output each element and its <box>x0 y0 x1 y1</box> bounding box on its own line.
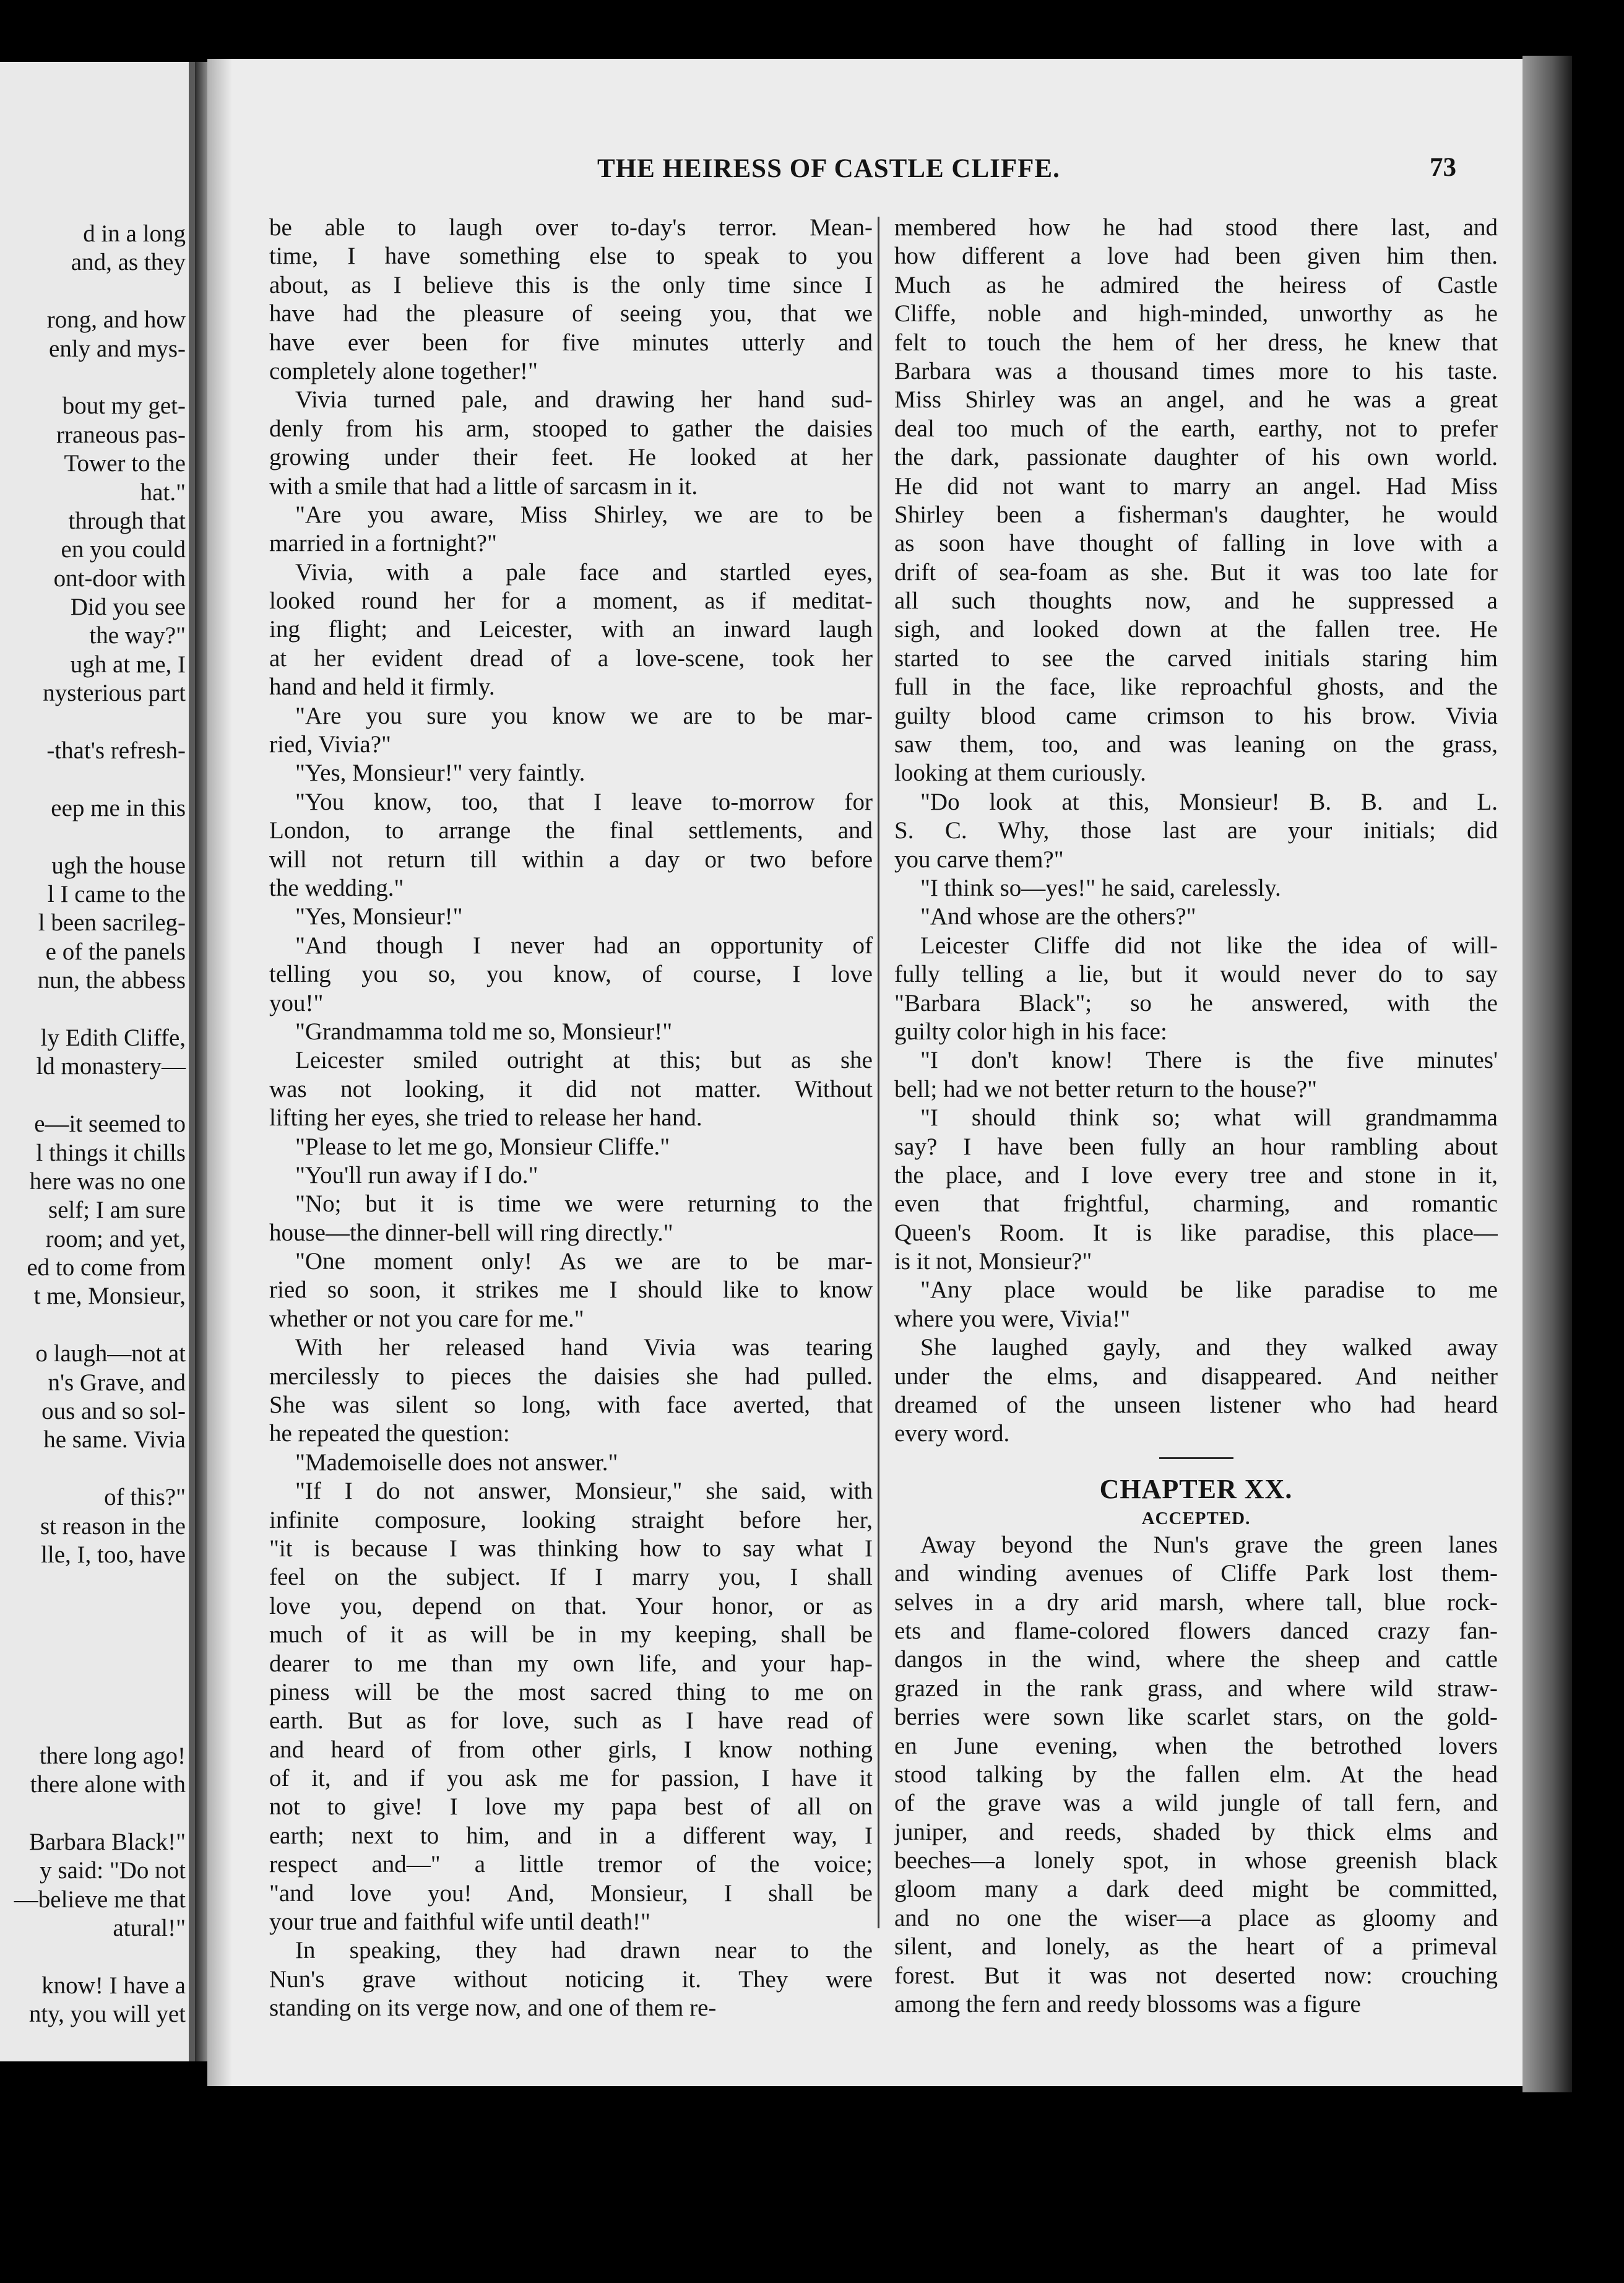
previous-page-line: n's Grave, and <box>48 1369 186 1396</box>
text-line: Queen's Room. It is like paradise, this place— <box>894 1219 1498 1246</box>
previous-page-line <box>0 995 186 1024</box>
previous-page-line: the way?" <box>89 622 186 649</box>
text-line: feel on the subject. If I marry you, I shall <box>269 1564 873 1591</box>
previous-page-line: enly and mys- <box>49 335 186 362</box>
text-line: Away beyond the Nun's grave the green lanes <box>920 1531 1498 1558</box>
text-line: London, to arrange the final settlements, and <box>269 817 873 844</box>
text-line: "Are you sure you know we are to be mar- <box>295 702 873 729</box>
previous-page-fragment <box>0 62 195 2061</box>
previous-page-line: l things it chills <box>36 1139 186 1166</box>
text-line: beeches—a lonely spot, in whose greenish black <box>894 1847 1498 1874</box>
previous-page-line: rong, and how <box>46 306 186 334</box>
text-line: how different a love had been given him then. <box>894 243 1498 270</box>
previous-page-line <box>0 1713 186 1741</box>
previous-page-line <box>0 1684 186 1713</box>
text-line: among the fern and reedy blossoms was a figure <box>894 1991 1361 2018</box>
previous-page-line: room; and yet, <box>45 1225 186 1252</box>
chapter-title: CHAPTER XX. <box>1099 1473 1293 1504</box>
previous-page-line <box>0 1598 186 1627</box>
text-line: "I should think so; what will grandmamma <box>920 1104 1498 1132</box>
text-line: "If I do not answer, Monsieur," she said, with <box>295 1478 873 1505</box>
text-line: "You'll run away if I do." <box>295 1161 538 1189</box>
text-line: ets and flame-colored flowers danced crazy fan- <box>894 1617 1498 1644</box>
previous-page-line: nysterious part <box>43 680 186 707</box>
text-line: Barbara was a thousand times more to his taste. <box>894 357 1498 384</box>
previous-page-line: he same. Vivia <box>43 1426 186 1453</box>
text-line: is it not, Monsieur?" <box>894 1248 1092 1275</box>
previous-page-line <box>0 1627 186 1655</box>
text-line: She laughed gayly, and they walked away <box>920 1334 1498 1361</box>
text-line: lifting her eyes, she tried to release her hand. <box>269 1104 702 1132</box>
text-line: "One moment only! As we are to be mar- <box>295 1248 873 1275</box>
text-line: dreamed of the unseen listener who had heard <box>894 1392 1498 1419</box>
text-line: and no one the wiser—a place as gloomy and <box>894 1904 1498 1931</box>
text-line: Vivia turned pale, and drawing her hand sud- <box>295 386 873 414</box>
previous-page-line: -that's refresh- <box>46 737 186 765</box>
text-line: juniper, and reeds, shaded by thick elms and <box>894 1818 1498 1845</box>
text-line: "And whose are the others?" <box>920 903 1196 930</box>
text-line: "and love you! And, Monsieur, I shall be <box>269 1879 873 1907</box>
text-line: "it is because I was thinking how to say what I <box>269 1535 873 1562</box>
chapter-heading <box>894 1457 1498 1531</box>
previous-page-line: Barbara Black!" <box>28 1828 186 1855</box>
text-line: say? I have been fully an hour rambling about <box>894 1133 1498 1160</box>
text-line: saw them, too, and was leaning on the grass, <box>894 731 1498 758</box>
previous-page-line <box>0 363 186 392</box>
previous-page-line <box>0 1656 186 1684</box>
text-line: ried, Vivia?" <box>269 731 391 758</box>
text-line: She was silent so long, with face averted, that <box>269 1392 873 1419</box>
text-line: "I think so—yes!" he said, carelessly. <box>920 874 1281 901</box>
running-header: THE HEIRESS OF CASTLE CLIFFE. <box>597 154 1060 183</box>
text-line: infinite composure, looking straight before her, <box>269 1506 873 1533</box>
text-line: Much as he admired the heiress of Castle <box>894 271 1498 298</box>
text-line: He did not want to marry an angel. Had Miss <box>894 472 1498 500</box>
text-line: be able to laugh over to-day's terror. Mean- <box>269 214 873 241</box>
chapter-subtitle: ACCEPTED. <box>1141 1508 1251 1528</box>
previous-page-line <box>0 765 186 794</box>
text-line: forest. But it was not deserted now: crouching <box>894 1962 1498 1989</box>
text-line: S. C. Why, those last are your initials; did <box>894 817 1498 844</box>
text-line: Cliffe, noble and high-minded, unworthy as he <box>894 300 1498 327</box>
text-column-right-bottom <box>894 1531 1498 2019</box>
previous-page-line <box>0 277 186 306</box>
text-line: and winding avenues of Cliffe Park lost them- <box>894 1560 1498 1587</box>
text-line: have ever been for five minutes utterly and <box>269 329 873 356</box>
text-line: guilty color high in his face: <box>894 1018 1167 1045</box>
text-line: Leicester smiled outright at this; but as she <box>295 1047 873 1074</box>
previous-page-line: bout my get- <box>62 392 186 420</box>
text-line: "Yes, Monsieur!" <box>295 903 463 930</box>
text-line: growing under their feet. He looked at her <box>269 444 873 471</box>
text-column-right-top <box>894 214 1498 1449</box>
text-line: berries were sown like scarlet stars, on the gold- <box>894 1704 1498 1731</box>
previous-page-line: y said: "Do not <box>40 1857 186 1884</box>
previous-page-line: ugh at me, I <box>70 651 186 678</box>
text-line: Nun's grave without noticing it. They were <box>269 1965 873 1993</box>
text-line: selves in a dry arid marsh, where tall, blue rock- <box>894 1588 1498 1616</box>
text-line: "Yes, Monsieur!" very faintly. <box>295 760 585 787</box>
text-line: membered how he had stood there last, and <box>894 214 1498 241</box>
text-line: all such thoughts now, and he suppressed a <box>894 587 1498 615</box>
previous-page-line <box>0 823 186 851</box>
text-line: "Grandmamma told me so, Monsieur!" <box>295 1018 673 1045</box>
text-line: earth. But as for love, such as I have read of <box>269 1707 873 1735</box>
text-line: at her evident dread of a love-scene, took her <box>269 644 873 672</box>
column-divider <box>878 217 879 1928</box>
text-line: "Mademoiselle does not answer." <box>295 1449 618 1476</box>
text-line: you carve them?" <box>894 846 1064 873</box>
previous-page-line: ld monastery— <box>36 1053 186 1080</box>
text-line: of the grave was a wild jungle of tall fern, and <box>894 1790 1498 1817</box>
previous-page-line: there alone with <box>30 1771 186 1798</box>
previous-page-line: ed to come from <box>27 1254 186 1281</box>
text-line: respect and—" a little tremor of the voice; <box>269 1851 873 1878</box>
previous-page-line: rraneous pas- <box>56 421 186 448</box>
text-line: denly from his arm, stooped to gather the daisies <box>269 415 873 442</box>
previous-page-line: self; I am sure <box>48 1197 186 1224</box>
text-line: with a smile that had a little of sarcasm in it. <box>269 472 698 500</box>
text-line: ried so soon, it strikes me I should like to know <box>269 1276 873 1304</box>
previous-page-line: l been sacrileg- <box>38 909 186 937</box>
text-line: earth; next to him, and in a different way, I <box>269 1822 873 1849</box>
text-line: he repeated the question: <box>269 1420 510 1447</box>
text-line: looking at them curiously. <box>894 760 1146 787</box>
text-line: telling you so, you know, of course, I love <box>269 961 873 988</box>
previous-page-column <box>0 220 186 2029</box>
text-line: grazed in the rank grass, and where wild straw- <box>894 1674 1498 1702</box>
previous-page-line: ly Edith Cliffe, <box>40 1024 186 1051</box>
previous-page-line: e of the panels <box>45 938 186 965</box>
text-line: "And though I never had an opportunity of <box>295 932 873 959</box>
previous-page-line: l I came to the <box>47 880 186 908</box>
previous-page-line: en you could <box>61 536 186 563</box>
book-gutter <box>195 62 207 2061</box>
previous-page-line <box>0 1311 186 1340</box>
text-line: Leicester Cliffe did not like the idea of will- <box>920 932 1498 959</box>
text-line: "Barbara Black"; so he answered, with the <box>894 989 1498 1016</box>
text-line: will not return till within a day or two before <box>269 846 873 873</box>
previous-page-line: ous and so sol- <box>41 1398 186 1425</box>
text-line: sigh, and looked down at the fallen tree. He <box>894 616 1498 643</box>
text-line: gloom many a dark deed might be committed, <box>894 1876 1498 1903</box>
previous-page-line: e—it seemed to <box>34 1111 186 1138</box>
previous-page-line: know! I have a <box>41 1972 186 1999</box>
previous-page-line: d in a long <box>83 220 186 247</box>
previous-page-line <box>0 1943 186 1971</box>
text-line: about, as I believe this is the only time since I <box>269 271 873 298</box>
previous-page-line: nun, the abbess <box>37 967 186 994</box>
previous-page-line: t me, Monsieur, <box>33 1283 186 1310</box>
text-line: deal too much of the earth, earthy, not to prefer <box>894 415 1498 442</box>
text-line: guilty blood came crimson to his brow. Vivia <box>894 702 1498 729</box>
page-edge <box>1522 56 1572 2092</box>
text-line: started to see the carved initials staring him <box>894 644 1498 672</box>
previous-page-line: ont-door with <box>53 565 186 592</box>
chapter-rule <box>1159 1457 1233 1459</box>
previous-page-line: here was no one <box>29 1167 186 1195</box>
text-line: "Please to let me go, Monsieur Cliffe." <box>295 1133 670 1160</box>
previous-page-line: Tower to the <box>64 450 186 477</box>
previous-page-line <box>0 1081 186 1110</box>
text-line: and heard of from other girls, I know nothing <box>269 1736 873 1763</box>
text-line: as soon have thought of falling in love with a <box>894 530 1498 557</box>
text-column-left <box>269 214 873 2023</box>
previous-page-line: through that <box>68 507 186 534</box>
text-line: completely alone together!" <box>269 357 538 384</box>
text-line: stood talking by the fallen elm. At the head <box>894 1761 1498 1788</box>
text-line: "Do look at this, Monsieur! B. B. and L. <box>920 788 1498 815</box>
previous-page-line <box>0 708 186 737</box>
text-line: "You know, too, that I leave to-morrow for <box>295 788 873 815</box>
text-line: your true and faithful wife until death!" <box>269 1908 650 1936</box>
text-line: love you, depend on that. Your honor, or as <box>269 1592 873 1619</box>
previous-page-line: o laugh—not at <box>35 1340 186 1367</box>
text-line: was not looking, it did not matter. Without <box>269 1075 873 1103</box>
previous-page-line: ugh the house <box>51 852 186 879</box>
text-line: bell; had we not better return to the house?" <box>894 1075 1318 1103</box>
text-line: silent, and lonely, as the heart of a primeval <box>894 1933 1498 1960</box>
text-line: much of it as will be in my keeping, shall be <box>269 1621 873 1648</box>
text-column-right <box>894 214 1498 2019</box>
text-line: Shirley been a fisherman's daughter, he would <box>894 501 1498 528</box>
text-line: In speaking, they had drawn near to the <box>295 1937 873 1964</box>
text-line: house—the dinner-bell will ring directly." <box>269 1219 673 1246</box>
text-line: hand and held it firmly. <box>269 674 495 701</box>
text-line: dangos in the wind, where the sheep and cattle <box>894 1646 1498 1673</box>
text-line: every word. <box>894 1420 1010 1447</box>
text-line: dearer to me than my own life, and your hap- <box>269 1650 873 1677</box>
previous-page-line: hat." <box>140 479 186 506</box>
text-line: under the elms, and disappeared. And neither <box>894 1362 1498 1390</box>
text-line: fully telling a lie, but it would never do to say <box>894 961 1498 988</box>
previous-page-line: eep me in this <box>51 794 186 821</box>
text-line: "I don't know! There is the five minutes' <box>920 1047 1498 1074</box>
previous-page-line: nty, you will yet <box>28 2001 186 2028</box>
text-line: looked round her for a moment, as if meditat- <box>269 587 873 615</box>
previous-page-line: and, as they <box>71 249 186 276</box>
previous-page-line: of this?" <box>104 1484 186 1511</box>
text-line: "Any place would be like paradise to me <box>920 1276 1498 1304</box>
text-line: drift of sea-foam as she. But it was too late for <box>894 558 1498 586</box>
previous-page-line <box>0 1455 186 1483</box>
text-line: felt to touch the hem of her dress, he knew that <box>894 329 1498 356</box>
text-line: With her released hand Vivia was tearing <box>295 1334 873 1361</box>
text-line: "Are you aware, Miss Shirley, we are to be <box>295 501 873 528</box>
previous-page-line: —believe me that <box>14 1886 186 1913</box>
text-line: you!" <box>269 989 324 1016</box>
text-line: the dark, passionate daughter of his own world. <box>894 444 1498 471</box>
previous-page-line: st reason in the <box>40 1512 186 1540</box>
text-line: full in the face, like reproachful ghosts, and the <box>894 674 1498 701</box>
text-line: have had the pleasure of seeing you, that we <box>269 300 873 327</box>
text-line: whether or not you care for me." <box>269 1305 584 1332</box>
text-line: even that frightful, charming, and romantic <box>894 1190 1498 1218</box>
text-line: "No; but it is time we were returning to the <box>295 1190 873 1218</box>
text-line: en June evening, when the betrothed lovers <box>894 1732 1498 1759</box>
text-line: not to give! I love my papa best of all on <box>269 1793 873 1821</box>
previous-page-line: Did you see <box>70 594 186 621</box>
previous-page-line <box>0 1569 186 1598</box>
previous-page-line <box>0 1799 186 1827</box>
text-line: where you were, Vivia!" <box>894 1305 1131 1332</box>
previous-page-line: there long ago! <box>39 1742 186 1769</box>
previous-page-line: atural!" <box>113 1915 186 1942</box>
text-line: Vivia, with a pale face and startled eyes, <box>295 558 873 586</box>
text-line: time, I have something else to speak to you <box>269 243 873 270</box>
text-line: married in a fortnight?" <box>269 530 497 557</box>
previous-page-line: lle, I, too, have <box>41 1541 186 1568</box>
page-number: 73 <box>1430 153 1456 182</box>
text-line: the place, and I love every tree and stone in it, <box>894 1161 1498 1189</box>
text-line: ing flight; and Leicester, with an inward laugh <box>269 616 873 643</box>
text-line: Miss Shirley was an angel, and he was a great <box>894 386 1498 414</box>
text-line: of it, and if you ask me for passion, I have it <box>269 1765 873 1792</box>
text-line: mercilessly to pieces the daisies she had pulled. <box>269 1362 873 1390</box>
text-line: standing on its verge now, and one of them re- <box>269 1995 717 2022</box>
text-line: piness will be the most sacred thing to me on <box>269 1678 873 1705</box>
text-line: the wedding." <box>269 874 404 901</box>
